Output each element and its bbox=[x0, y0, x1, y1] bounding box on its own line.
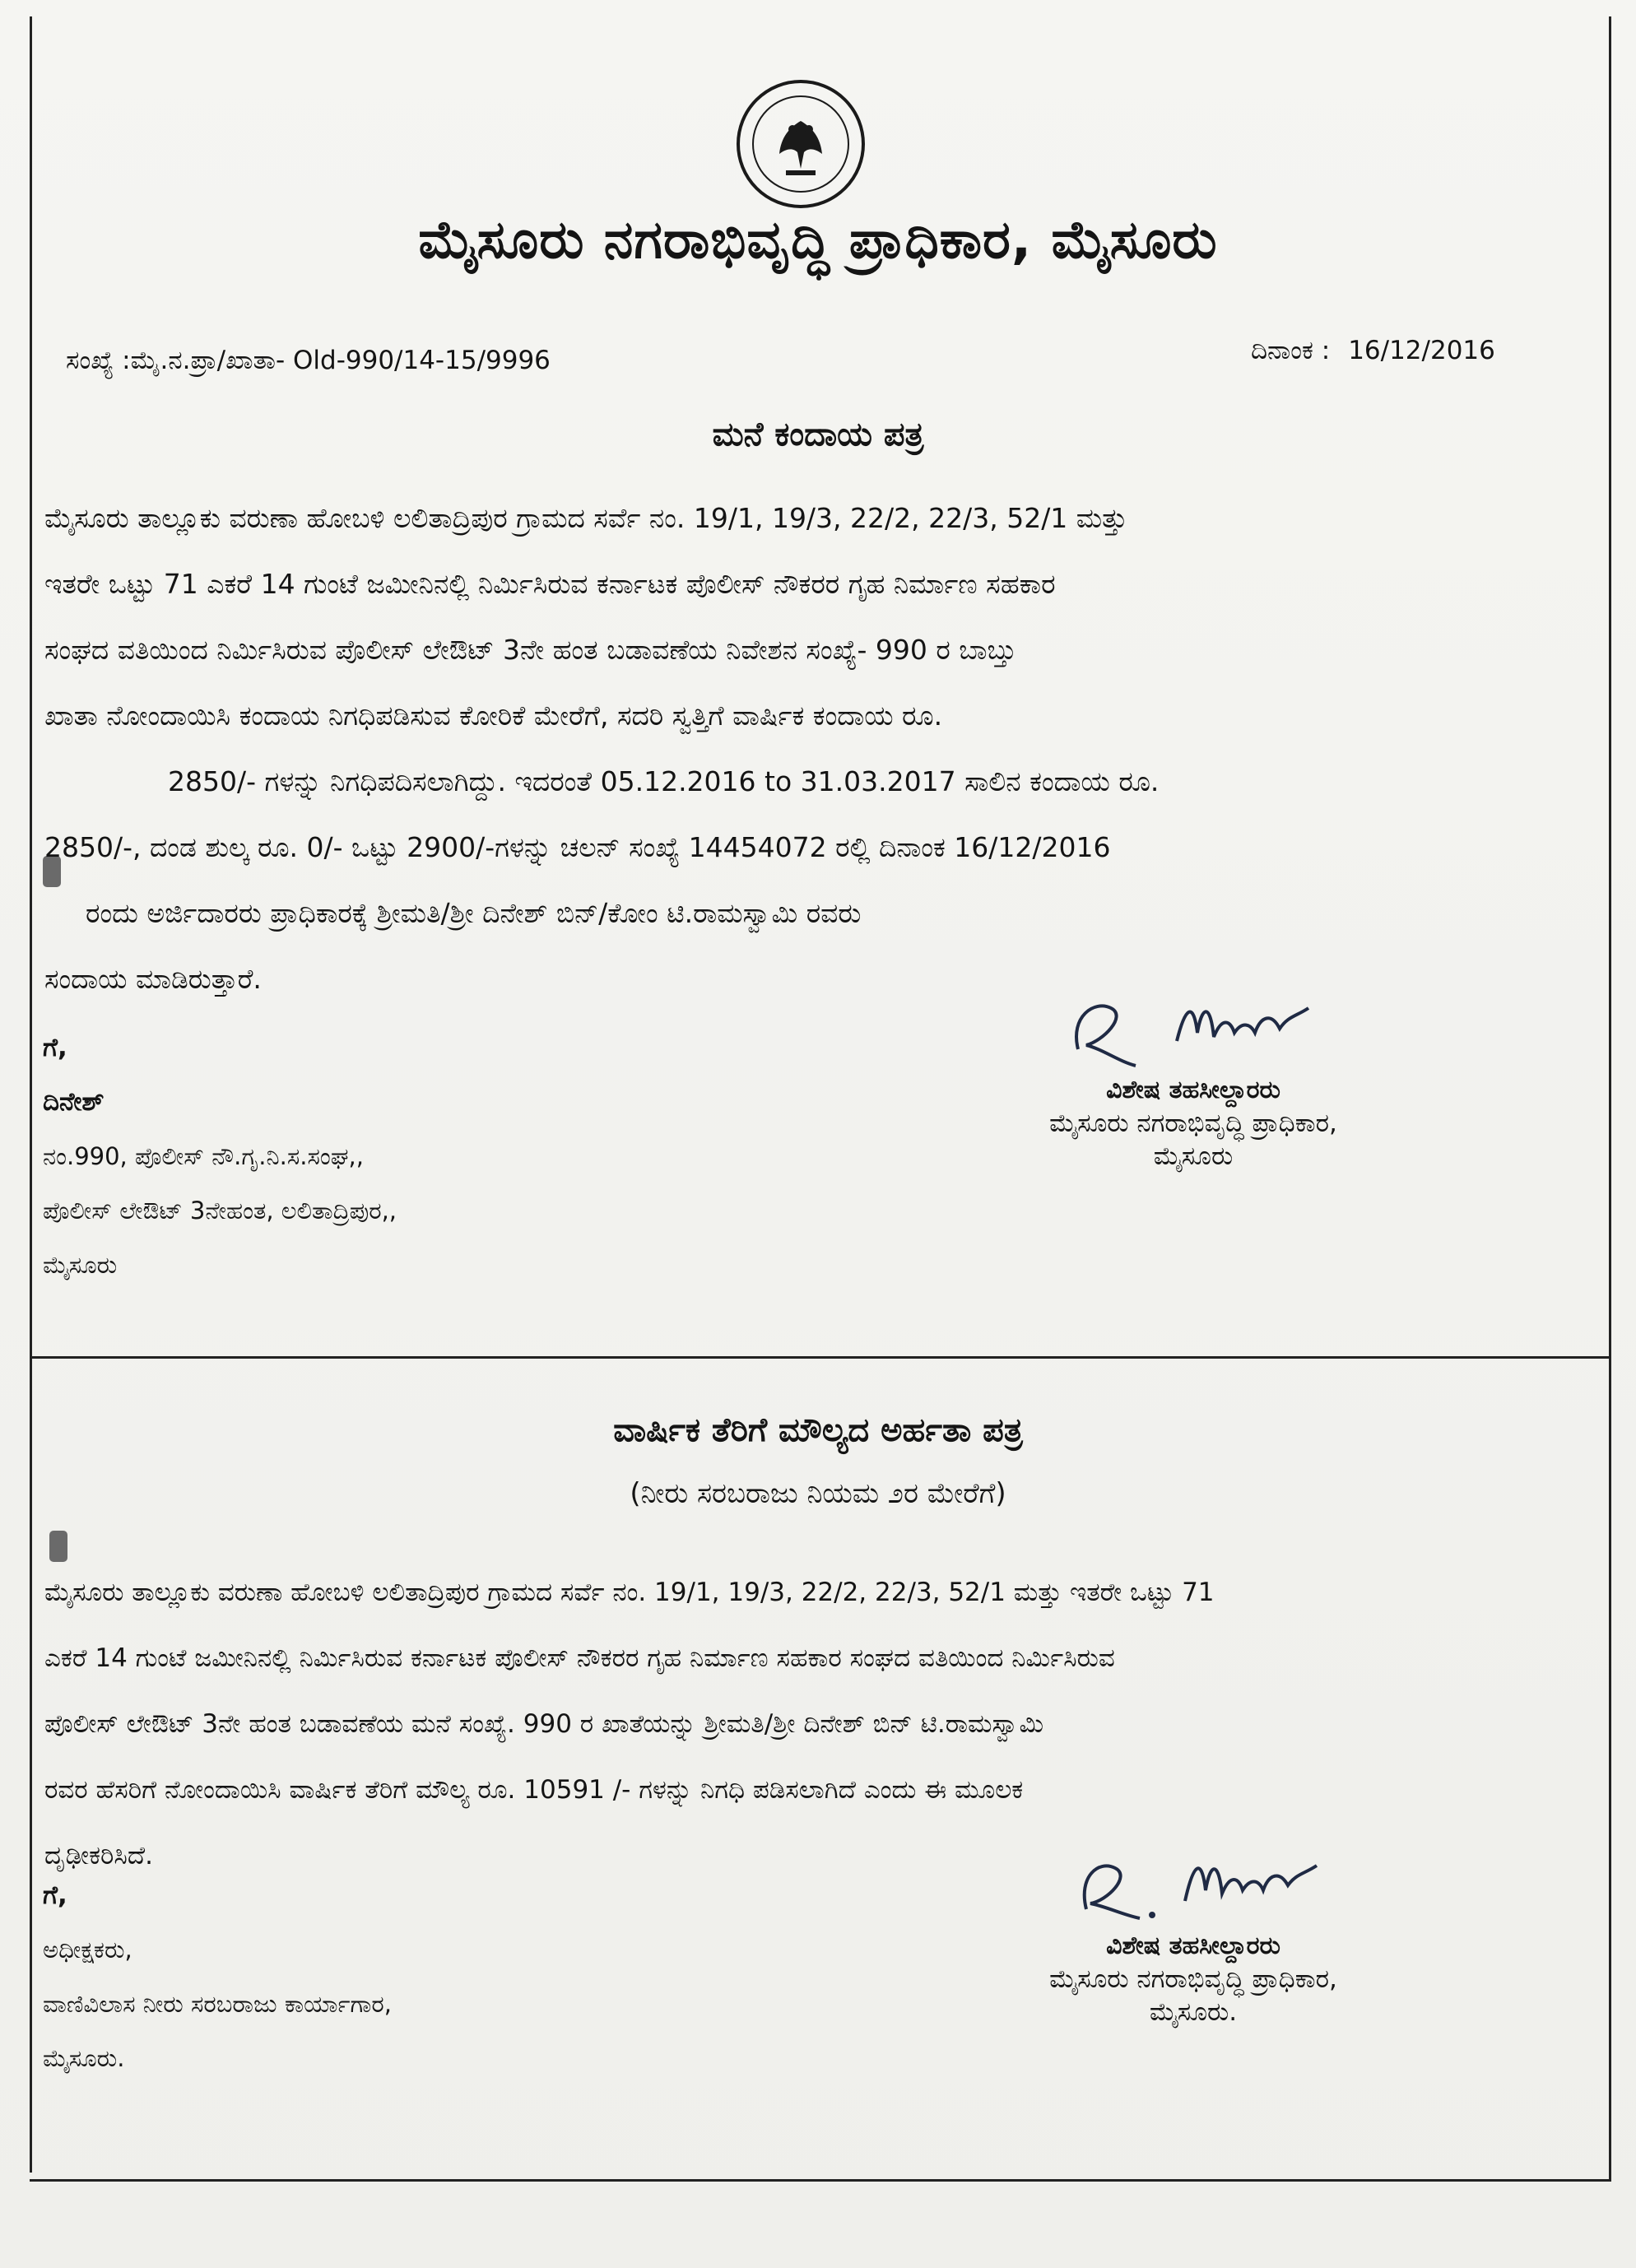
signatory-title: ವಿಶೇಷ ತಹಸೀಲ್ದಾರರು bbox=[1106, 1076, 1280, 1104]
signatory-line: ಮೈಸೂರು. bbox=[1149, 1997, 1238, 2027]
authority-seal-icon bbox=[735, 78, 867, 210]
body-line: 2850/- ಗಳನ್ನು ನಿಗಧಿಪದಿಸಲಾಗಿದ್ದು. ಇದರಂತೆ 05.12.2016 to 31.03.2017 ಸಾಲಿನ ಕಂದಾಯ ರೂ. bbox=[168, 765, 1160, 797]
section2-signatory bbox=[946, 1839, 1440, 2029]
body-line: ಸಂಘದ ವತಿಯಿಂದ ನಿರ್ಮಿಸಿರುವ ಪೊಲೀಸ್ ಲೇಔಟ್ 3ನೇ ಹಂತ ಬಡಾವಣೆಯ ನಿವೇಶನ ಸಂಖ್ಯೆ- 990 ರ ಬಾಬ್ತು bbox=[44, 634, 1017, 666]
recipient-line: ಮೈಸೂರು bbox=[43, 1251, 118, 1279]
body-line: ಸಂದಾಯ ಮಾಡಿರುತ್ತಾರೆ. bbox=[44, 963, 262, 995]
body-line: 2850/-, ದಂಡ ಶುಲ್ಕ ರೂ. 0/- ಒಟ್ಟು 2900/-ಗಳನ್ನು ಚಲನ್ ಸಂಖ್ಯೆ 14454072 ರಲ್ಲಿ ದಿನಾಂಕ 16/12/2016 bbox=[44, 831, 1111, 863]
section1-signatory bbox=[946, 983, 1440, 1173]
body-line: ದೃಢೀಕರಿಸಿದೆ. bbox=[44, 1841, 153, 1871]
date-value: 16/12/2016 bbox=[1348, 336, 1495, 365]
signatory-line: ಮೈಸೂರು ನಗರಾಭಿವೃದ್ಧಿ ಪ್ರಾಧಿಕಾರ, bbox=[1049, 1964, 1337, 1994]
reference-date bbox=[1251, 336, 1495, 366]
date-label: ದಿನಾಂಕ : bbox=[1251, 336, 1331, 365]
section1-recipient bbox=[43, 1020, 397, 1292]
signatory-line: ಮೈಸೂರು ನಗರಾಭಿವೃದ್ಧಿ ಪ್ರಾಧಿಕಾರ, bbox=[1049, 1108, 1337, 1138]
bottom-border bbox=[30, 2179, 1611, 2182]
recipient-line: ಗೆ, bbox=[43, 1033, 67, 1062]
recipient-line: ಮೈಸೂರು. bbox=[43, 2044, 125, 2072]
body-line: ಪೊಲೀಸ್ ಲೇಔಟ್ 3ನೇ ಹಂತ ಬಡಾವಣೆಯ ಮನೆ ಸಂಖ್ಯೆ. 990 ರ ಖಾತೆಯನ್ನು ಶ್ರೀಮತಿ/ಶ್ರೀ ದಿನೇಶ್ ಬಿನ್ ಟಿ.ರಾಮಸ್ವಾಮಿ bbox=[44, 1709, 1044, 1739]
signatory-title: ವಿಶೇಷ ತಹಸೀಲ್ದಾರರು bbox=[1106, 1931, 1280, 1960]
body-line: ಎಕರೆ 14 ಗುಂಟೆ ಜಮೀನಿನಲ್ಲಿ ನಿರ್ಮಿಸಿರುವ ಕರ್ನಾಟಕ ಪೊಲೀಸ್ ನೌಕರರ ಗೃಹ ನಿರ್ಮಾಣ ಸಹಕಾರ ಸಂಘದ ವತಿಯಿಂದ ನಿರ್ಮಿಸಿರುವ bbox=[44, 1643, 1115, 1673]
section2-title: ವಾರ್ಷಿಕ ತೆರಿಗೆ ಮೌಲ್ಯದ ಅರ್ಹತಾ ಪತ್ರ bbox=[613, 1411, 1023, 1449]
body-line: ರಂದು ಅರ್ಜಿದಾರರು ಪ್ರಾಧಿಕಾರಕ್ಕೆ ಶ್ರೀಮತಿ/ಶ್ರೀ ದಿನೇಶ್ ಬಿನ್/ಕೋಂ ಟಿ.ರಾಮಸ್ವಾಮಿ ರವರು bbox=[86, 897, 862, 929]
punch-hole-icon bbox=[49, 1531, 67, 1562]
signature-icon bbox=[1045, 983, 1341, 1074]
section2-recipient bbox=[43, 1868, 392, 2085]
body-line: ಮೈಸೂರು ತಾಲ್ಲೂಕು ವರುಣಾ ಹೋಬಳಿ ಲಲಿತಾದ್ರಿಪುರ ಗ್ರಾಮದ ಸರ್ವೆ ನಂ. 19/1, 19/3, 22/2, 22/3, 52/1 ಮತ್ತು ಇತರೇ ಒಟ್ಟು 71 bbox=[44, 1578, 1215, 1607]
section1-body bbox=[44, 486, 1159, 1012]
body-line: ರವರ ಹೆಸರಿಗೆ ನೋಂದಾಯಿಸಿ ವಾರ್ಷಿಕ ತೆರಿಗೆ ಮೌಲ್ಯ ರೂ. 10591 /- ಗಳನ್ನು ನಿಗಧಿ ಪಡಿಸಲಾಗಿದೆ ಎಂದು ಈ ಮೂಲಕ bbox=[44, 1775, 1024, 1805]
section2-subtitle: (ನೀರು ಸರಬರಾಜು ನಿಯಮ ೨ರ ಮೇರೆಗೆ) bbox=[630, 1477, 1006, 1510]
section-divider bbox=[30, 1356, 1611, 1359]
recipient-line: ಗೆ, bbox=[43, 1880, 67, 1910]
recipient-name: ದಿನೇಶ್ bbox=[43, 1087, 105, 1117]
signature-icon bbox=[1045, 1839, 1341, 1930]
authority-title: ಮೈಸೂರು ನಗರಾಭಿವೃದ್ಧಿ ಪ್ರಾಧಿಕಾರ, ಮೈಸೂರು bbox=[418, 210, 1218, 271]
recipient-line: ನಂ.990, ಪೊಲೀಸ್ ನೌ.ಗೃ.ನಿ.ಸ.ಸಂಘ,, bbox=[43, 1142, 364, 1170]
left-border bbox=[30, 16, 32, 2173]
recipient-line: ವಾಣಿವಿಲಾಸ ನೀರು ಸರಬರಾಜು ಕಾರ್ಯಾಗಾರ, bbox=[43, 1990, 392, 2018]
section1-title: ಮನೆ ಕಂದಾಯ ಪತ್ರ bbox=[712, 416, 924, 453]
recipient-line: ಪೊಲೀಸ್ ಲೇಔಟ್ 3ನೇಹಂತ, ಲಲಿತಾದ್ರಿಪುರ,, bbox=[43, 1197, 397, 1225]
body-line: ಇತರೇ ಒಟ್ಟು 71 ಎಕರೆ 14 ಗುಂಟೆ ಜಮೀನಿನಲ್ಲಿ ನಿರ್ಮಿಸಿರುವ ಕರ್ನಾಟಕ ಪೊಲೀಸ್ ನೌಕರರ ಗೃಹ ನಿರ್ಮಾಣ ಸಹಕಾರ bbox=[44, 568, 1056, 600]
recipient-line: ಅಧೀಕ್ಷಕರು, bbox=[43, 1936, 132, 1964]
signatory-line: ಮೈಸೂರು bbox=[1153, 1141, 1234, 1171]
body-line: ಮೈಸೂರು ತಾಲ್ಲೂಕು ವರುಣಾ ಹೋಬಳಿ ಲಲಿತಾದ್ರಿಪುರ ಗ್ರಾಮದ ಸರ್ವೆ ನಂ. 19/1, 19/3, 22/2, 22/3, 52/1 ಮತ್ತು bbox=[44, 502, 1127, 534]
right-border bbox=[1609, 16, 1611, 2181]
reference-number: ಸಂಖ್ಯೆ :ಮೈ.ನ.ಪ್ರಾ/ಖಾತಾ- Old-990/14-15/9996 bbox=[66, 346, 551, 375]
body-line: ಖಾತಾ ನೋಂದಾಯಿಸಿ ಕಂದಾಯ ನಿಗಧಿಪಡಿಸುವ ಕೋರಿಕೆ ಮೇರೆಗೆ, ಸದರಿ ಸ್ವತ್ತಿಗೆ ವಾರ್ಷಿಕ ಕಂದಾಯ ರೂ. bbox=[44, 699, 943, 732]
